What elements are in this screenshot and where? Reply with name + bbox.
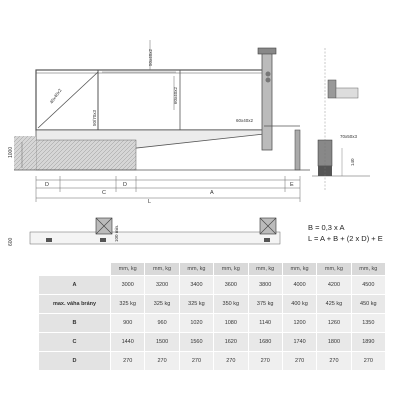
dimension-table (38, 262, 386, 371)
dim-frame-top: 50x40x2 (148, 48, 153, 66)
table-cell: 270 (317, 352, 351, 371)
unit-header: mm, kg (179, 263, 213, 276)
dimension-lines (22, 40, 300, 202)
dim-detail-height: 140 (350, 158, 355, 166)
dim-frame-d: 40x40x2 (48, 87, 63, 105)
table-cell: 1140 (248, 314, 282, 333)
table-cell: 325 kg (145, 295, 179, 314)
table-cell: 325 kg (111, 295, 145, 314)
ground-hatch (14, 136, 36, 170)
table-cell: 270 (145, 352, 179, 371)
table-row (39, 314, 386, 333)
table-cell: 1560 (179, 333, 213, 352)
row-label: A (39, 276, 111, 295)
unit-header: mm, kg (214, 263, 248, 276)
row-label: C (39, 333, 111, 352)
table-cell: 3000 (111, 276, 145, 295)
table-cell: 4500 (351, 276, 385, 295)
letter-d2: D (123, 182, 127, 188)
table-cell: 270 (248, 352, 282, 371)
roller-detail (312, 48, 370, 190)
table-cell: 4200 (317, 276, 351, 295)
table-row (39, 276, 386, 295)
letter-a: A (210, 190, 214, 196)
table-cell: 1680 (248, 333, 282, 352)
table-cell: 3800 (248, 276, 282, 295)
table-cell: 1500 (145, 333, 179, 352)
formula-l: L = A + B + (2 x D) + E (308, 234, 383, 243)
catch-post (295, 130, 300, 170)
table-cell: 325 kg (179, 295, 213, 314)
table-cell: 375 kg (248, 295, 282, 314)
table-cell: 1890 (351, 333, 385, 352)
table-cell: 1020 (179, 314, 213, 333)
letter-d1: D (45, 182, 49, 188)
table-cell: 450 kg (351, 295, 385, 314)
gate-frame (36, 70, 264, 130)
table-cell: 350 kg (214, 295, 248, 314)
table-cell: 425 kg (317, 295, 351, 314)
table-cell: 400 kg (282, 295, 316, 314)
table-cell: 270 (179, 352, 213, 371)
letter-l: L (148, 199, 152, 205)
dim-slot: 100 min. (114, 224, 119, 242)
dim-beam-b: 60x40x2 (236, 118, 254, 123)
row-label: D (39, 352, 111, 371)
table-cell: 3400 (179, 276, 213, 295)
letter-e: E (290, 182, 294, 188)
plan-view (30, 218, 280, 244)
table-cell: 1080 (214, 314, 248, 333)
unit-header: mm, kg (111, 263, 145, 276)
post-cap (258, 48, 276, 54)
table-cell: 1620 (214, 333, 248, 352)
dim-frame-v: 60x40x2 (173, 86, 178, 104)
dim-ground-height: 600 (8, 237, 14, 246)
table-cell: 1350 (351, 314, 385, 333)
table-cell: 900 (111, 314, 145, 333)
foundation-left (36, 140, 136, 170)
dim-rail: 70x50x3 (340, 134, 358, 139)
table-cell: 3600 (214, 276, 248, 295)
table-row (39, 295, 386, 314)
unit-header: mm, kg (145, 263, 179, 276)
table-row (39, 352, 386, 371)
row-label: B (39, 314, 111, 333)
dim-beam-s: 50/70x3 (92, 109, 97, 126)
table-row (39, 333, 386, 352)
formulas (308, 222, 383, 244)
table-cell: 1440 (111, 333, 145, 352)
unit-header: mm, kg (248, 263, 282, 276)
table-cell: 270 (351, 352, 385, 371)
table-cell: 960 (145, 314, 179, 333)
unit-header: mm, kg (317, 263, 351, 276)
main-post (262, 52, 272, 150)
unit-header: mm, kg (282, 263, 316, 276)
table-cell: 3200 (145, 276, 179, 295)
table-cell: 1200 (282, 314, 316, 333)
formula-b: B = 0,3 x A (308, 223, 345, 232)
table-cell: 270 (214, 352, 248, 371)
row-label: max. váha brány (39, 295, 111, 314)
table-corner (39, 263, 111, 276)
table-cell: 1260 (317, 314, 351, 333)
table-header-row (39, 263, 386, 276)
table-cell: 270 (111, 352, 145, 371)
unit-header: mm, kg (351, 263, 385, 276)
letter-c: C (102, 190, 106, 196)
table-cell: 1740 (282, 333, 316, 352)
table-cell: 270 (282, 352, 316, 371)
table-cell: 1800 (317, 333, 351, 352)
dim-post-height: 1000 (8, 146, 14, 158)
table-cell: 4000 (282, 276, 316, 295)
